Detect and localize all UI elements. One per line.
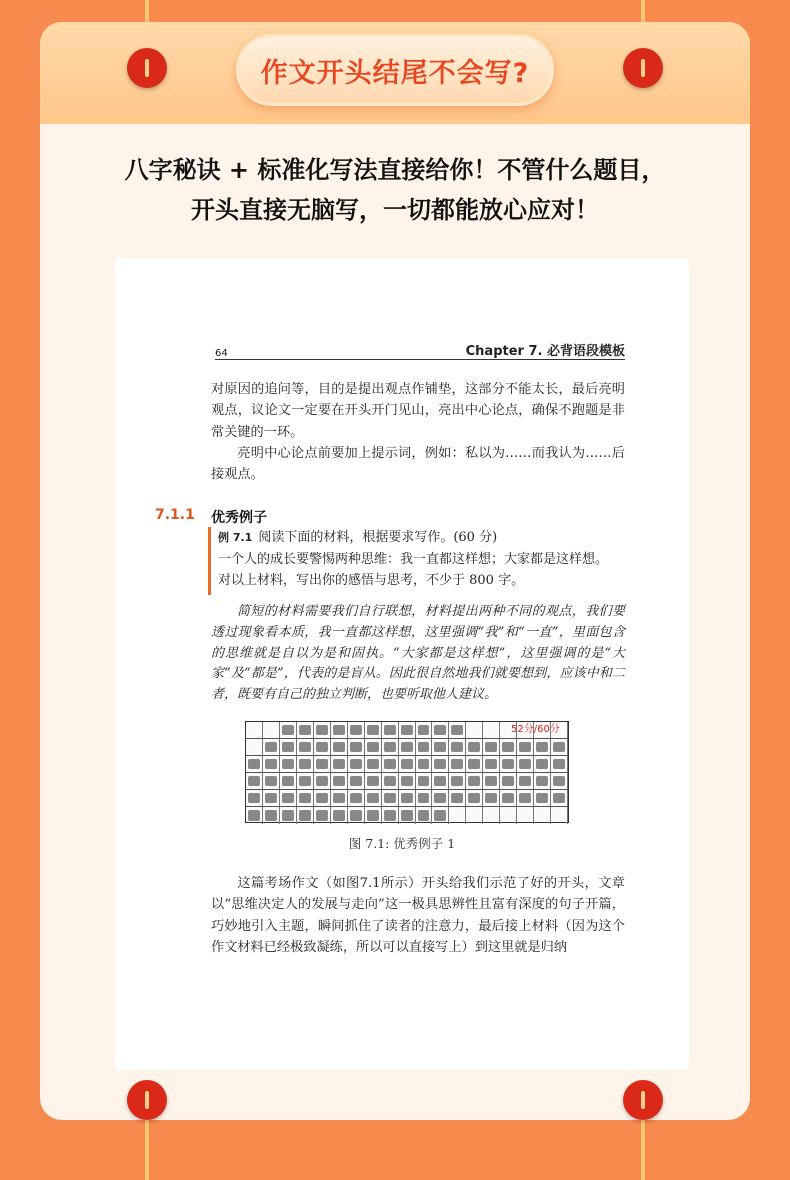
pin-icon: [127, 48, 167, 88]
example-label: 例 7.1: [218, 531, 253, 544]
closing-paragraph: 这篇考场作文（如图7.1所示）开头给我们示范了好的开头，文章以“思维决定人的发展与走向”这一极具思辨性且富有深度的句子开篇，巧妙地引入主题，瞬间抓住了读者的注意力，最后接上材料（因为这个作文材料已经极致凝练，所以可以直接写上）到这里就是归纳: [211, 876, 625, 955]
hint-paragraph: 亮明中心论点前要加上提示词，例如：私以为……而我认为……后接观点。: [211, 446, 625, 483]
page-number: 64: [215, 348, 228, 359]
pin-string-bottom-left: [145, 1110, 149, 1180]
analysis-paragraph: 简短的材料需要我们自行联想，材料提出两种不同的观点，我们要透过现象看本质，我一直都这样想，这里强调“我”和“一直”，里面包含的思维就是自以为是和固执。“大家都是这样想”，这里强调的是“大家”及“都是”，代表的是盲从。因此很自然地我们就要想到，应该中和二者，既要有自己的独立判断，也要听取他人建议。: [211, 604, 625, 703]
example-text: 阅读下面的材料，根据要求写作。(60 分): [258, 530, 498, 545]
book-page: [115, 258, 689, 1070]
headline: [40, 150, 750, 230]
example-box: [208, 527, 628, 595]
figure-caption: 图 7.1: 优秀例子 1: [348, 836, 456, 851]
pin-string-bottom-right: [641, 1110, 645, 1180]
banner-title: 作文开头结尾不会写?: [260, 57, 530, 89]
headline-line-1: 八字秘诀 + 标准化写法直接给你！不管什么题目，: [124, 156, 666, 184]
example-line-3: 对以上材料，写出你的感悟与思考，不少于 800 字。: [218, 573, 525, 588]
pin-icon: [623, 48, 663, 88]
running-header: [215, 344, 625, 360]
chapter-title: Chapter 7. 必背语段模板: [465, 344, 625, 359]
section-title: 优秀例子: [211, 510, 267, 526]
example-line-1: [218, 527, 628, 549]
headline-line-2: 开头直接无脑写，一切都能放心应对！: [191, 196, 599, 224]
intro-paragraph: 对原因的追问等，目的是提出观点作铺垫，这部分不能太长，最后亮明观点，议论文一定要在开头开门见山，亮出中心论点，确保不跑题是非常关键的一环。: [211, 382, 625, 440]
handwritten-essay-image: [245, 721, 569, 823]
section-number: 7.1.1: [155, 507, 195, 523]
essay-score: 52分/60分: [511, 724, 560, 735]
pin-icon: [623, 1080, 663, 1120]
title-badge: [236, 34, 554, 106]
pin-icon: [127, 1080, 167, 1120]
example-line-2: 一个人的成长要警惕两种思维：我一直都这样想；大家都是这样想。: [218, 551, 609, 567]
